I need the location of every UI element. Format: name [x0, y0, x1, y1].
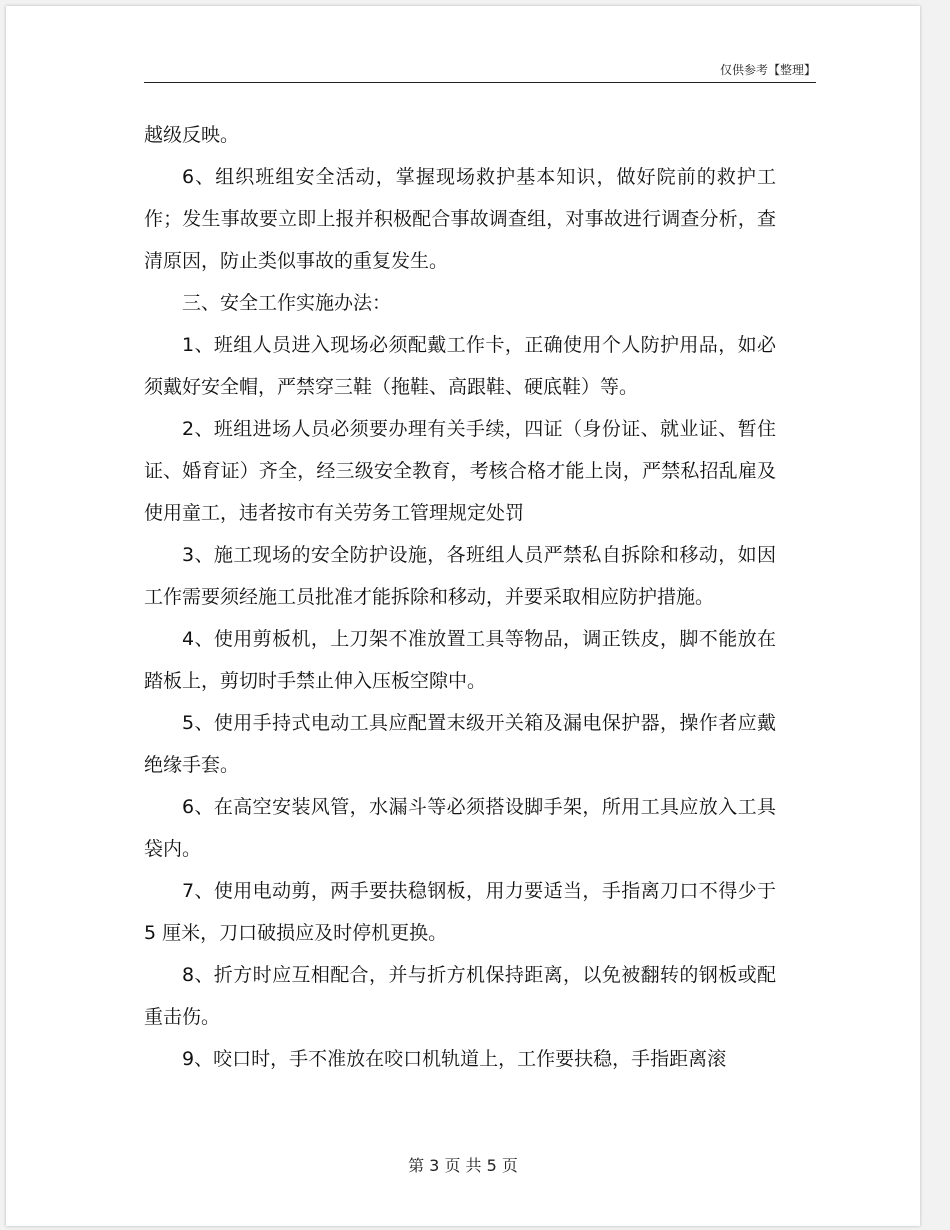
paragraph: 3、施工现场的安全防护设施，各班组人员严禁私自拆除和移动，如因工作需要须经施工员批准才能拆除和移动，并要采取相应防护措施。 — [144, 544, 776, 608]
header-note: 仅供参考【整理】 — [719, 63, 816, 77]
paragraph: 8、折方时应互相配合，并与折方机保持距离，以免被翻转的钢板或配重击伤。 — [144, 964, 776, 1028]
page-header — [144, 62, 816, 83]
section-heading: 三、安全工作实施办法： — [182, 292, 392, 314]
paragraph: 1、班组人员进入现场必须配戴工作卡，正确使用个人防护用品，如必须戴好安全帽，严禁穿三鞋（拖鞋、高跟鞋、硬底鞋）等。 — [144, 334, 776, 398]
paragraph: 9、咬口时，手不准放在咬口机轨道上，工作要扶稳，手指距离滚 — [182, 1048, 727, 1070]
body-text — [144, 114, 776, 1080]
page-footer — [6, 1156, 920, 1176]
paragraph: 6、组织班组安全活动，掌握现场救护基本知识，做好院前的救护工作；发生事故要立即上报并积极配合事故调查组，对事故进行调查分析，查清原因，防止类似事故的重复发生。 — [144, 166, 776, 272]
paragraph: 6、在高空安装风管，水漏斗等必须搭设脚手架，所用工具应放入工具袋内。 — [144, 796, 776, 860]
page-number: 第 3 页 共 5 页 — [408, 1156, 518, 1175]
document-page — [6, 6, 920, 1226]
paragraph: 5、使用手持式电动工具应配置末级开关箱及漏电保护器，操作者应戴绝缘手套。 — [144, 712, 776, 776]
paragraph: 7、使用电动剪，两手要扶稳钢板，用力要适当，手指离刀口不得少于 5 厘米，刀口破损应及时停机更换。 — [144, 880, 776, 944]
paragraph: 越级反映。 — [144, 124, 240, 146]
paragraph: 4、使用剪板机，上刀架不准放置工具等物品，调正铁皮，脚不能放在踏板上，剪切时手禁止伸入压板空隙中。 — [144, 628, 776, 692]
paragraph: 2、班组进场人员必须要办理有关手续，四证（身份证、就业证、暂住证、婚育证）齐全，经三级安全教育，考核合格才能上岗，严禁私招乱雇及使用童工，违者按市有关劳务工管理规定处罚 — [144, 418, 776, 524]
